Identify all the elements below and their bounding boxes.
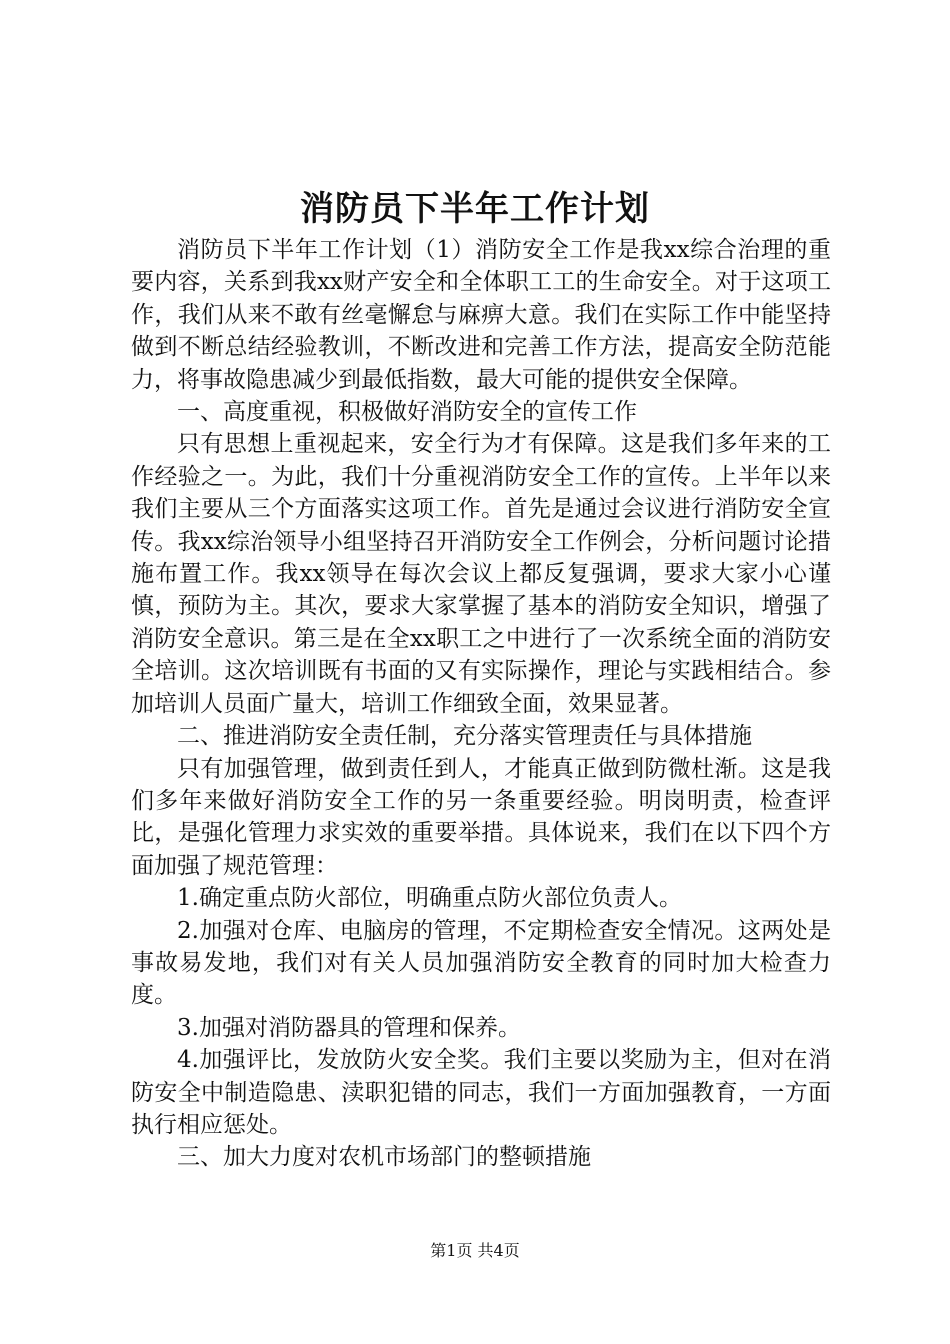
- page-footer: 第1页 共4页: [430, 1241, 520, 1260]
- section-heading-3: 三、加大力度对农机市场部门的整顿措施: [177, 1144, 591, 1171]
- section-heading-1: 一、高度重视，积极做好消防安全的宣传工作: [177, 399, 637, 426]
- list-item-1: 1.确定重点防火部位，明确重点防火部位负责人。: [177, 885, 682, 912]
- paragraph-section-1: 只有思想上重视起来，安全行为才有保障。这是我们多年来的工作经验之一。为此，我们十分重视消防安全工作的宣传。上半年以来我们主要从三个方面落实这项工作。首先是通过会议进行消防安全宣传。我xx综治领导小组坚持召开消防安全工作例会，分析问题讨论措施布置工作。我xx领导在每次会议上都反复强调，要求大家小心谨慎，预防为主。其次，要求大家掌握了基本的消防安全知识，增强了消防安全意识。第三是在全xx职工之中进行了一次系统全面的消防安全培训。这次培训既有书面的又有实际操作，理论与实践相结合。参加培训人员面广量大，培训工作细致全面，效果显著。: [131, 431, 831, 717]
- paragraph-intro: 消防员下半年工作计划（1）消防安全工作是我xx综合治理的重要内容，关系到我xx财产安全和全体职工工的生命安全。对于这项工作，我们从来不敢有丝毫懈怠与麻痹大意。我们在实际工作中能坚持做到不断总结经验教训，不断改进和完善工作方法，提高安全防范能力，将事故隐患减少到最低指数，最大可能的提供安全保障。: [131, 237, 831, 393]
- list-item-2: 2.加强对仓库、电脑房的管理，不定期检查安全情况。这两处是事故易发地，我们对有关人员加强消防安全教育的同时加大检查力度。: [131, 917, 831, 1009]
- section-heading-2: 二、推进消防安全责任制，充分落实管理责任与具体措施: [177, 723, 752, 750]
- list-item-4: 4.加强评比，发放防火安全奖。我们主要以奖励为主，但对在消防安全中制造隐患、渎职犯错的同志，我们一方面加强教育，一方面执行相应惩处。: [131, 1047, 831, 1138]
- document-body: [131, 234, 831, 1174]
- document-title: 消防员下半年工作计划: [300, 189, 650, 229]
- list-item-3: 3.加强对消防器具的管理和保养。: [177, 1014, 521, 1041]
- paragraph-section-2: 只有加强管理，做到责任到人，才能真正做到防微杜渐。这是我们多年来做好消防安全工作的另一条重要经验。明岗明责，检查评比，是强化管理力求实效的重要举措。具体说来，我们在以下四个方面加强了规范管理：: [131, 755, 831, 879]
